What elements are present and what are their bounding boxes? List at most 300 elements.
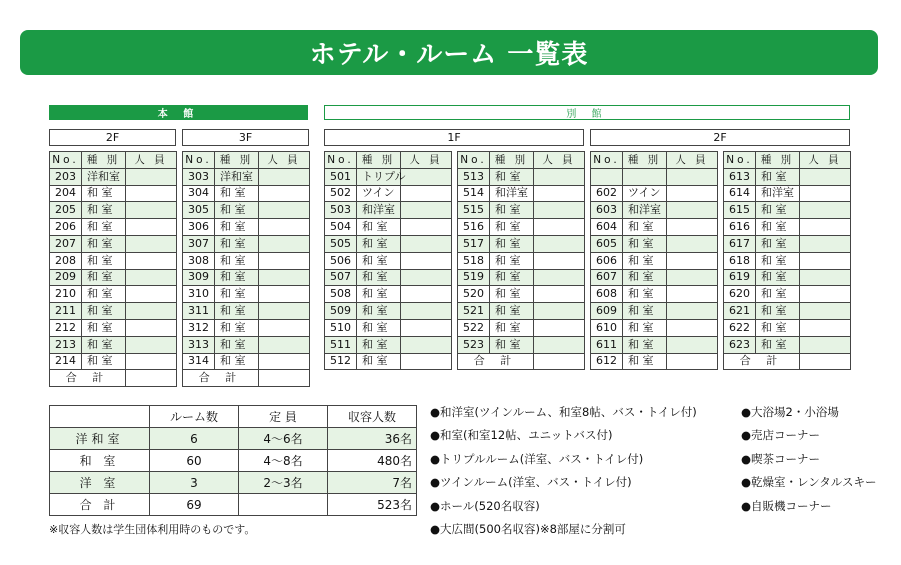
room-number: 312 [183,319,215,336]
room-number: 518 [458,252,490,269]
summary-type: 合 計 [50,494,150,516]
room-table-header-row [325,152,452,169]
col-header-kind: 種 別 [756,152,800,169]
room-type: 和 室 [756,219,800,236]
room-capacity [259,235,310,252]
room-type: 和 室 [490,202,534,219]
room-type: 和 室 [215,319,259,336]
summary-capacity [239,494,328,516]
room-type: 和 室 [215,303,259,320]
room-number: 619 [724,269,756,286]
room-type: 和 室 [623,286,667,303]
col-header-kind: 種 別 [490,152,534,169]
room-number: 506 [325,252,357,269]
legend-item: ●喫茶コーナー [741,451,821,466]
room-capacity [800,185,851,202]
room-type: 和 室 [82,286,126,303]
room-row [591,353,718,370]
room-capacity [800,269,851,286]
room-type: ツイン [623,185,667,202]
room-type: 和 室 [623,319,667,336]
room-capacity [534,303,585,320]
room-type: 和洋室 [623,202,667,219]
summary-header-blank [50,406,150,428]
room-number: 304 [183,185,215,202]
room-capacity [126,303,177,320]
room-number: 608 [591,286,623,303]
room-row [325,286,452,303]
room-type: 和 室 [357,353,401,370]
room-row [325,319,452,336]
room-row [591,252,718,269]
room-type: 和 室 [623,219,667,236]
room-number: 204 [50,185,82,202]
room-number: 508 [325,286,357,303]
room-row [724,336,851,353]
summary-room-count: 6 [150,428,239,450]
room-table-bekkan-1f-right [457,151,585,370]
room-number: 208 [50,252,82,269]
facility-legend-left [430,401,697,541]
room-capacity [534,336,585,353]
room-row [458,219,585,236]
room-capacity [800,336,851,353]
room-row [183,185,310,202]
room-capacity [401,286,452,303]
room-capacity [800,286,851,303]
room-row [724,202,851,219]
room-type: 和 室 [357,336,401,353]
room-row [183,286,310,303]
summary-row [50,450,417,472]
room-capacity [401,252,452,269]
room-capacity [259,269,310,286]
room-number: 621 [724,303,756,320]
room-row [458,319,585,336]
room-number: 311 [183,303,215,320]
room-capacity [401,219,452,236]
col-header-capacity: 人 員 [534,152,585,169]
room-capacity [534,286,585,303]
room-type: 和 室 [357,252,401,269]
room-number: 210 [50,286,82,303]
room-type: 和 室 [357,319,401,336]
room-table-total-row [183,370,310,387]
room-row [183,252,310,269]
room-row [325,252,452,269]
room-table-header-row [458,152,585,169]
room-number: 613 [724,168,756,185]
room-number: 602 [591,185,623,202]
room-number: 614 [724,185,756,202]
col-header-capacity: 人 員 [667,152,718,169]
room-type: 洋和室 [82,168,126,185]
room-type: 和 室 [215,269,259,286]
room-row [724,286,851,303]
room-capacity [259,319,310,336]
summary-capacity: 2〜3名 [239,472,328,494]
summary-header-total-people: 収容人数 [328,406,417,428]
room-capacity [401,336,452,353]
room-row [325,185,452,202]
room-capacity [667,286,718,303]
room-number: 207 [50,235,82,252]
summary-room-count: 3 [150,472,239,494]
room-row [724,168,851,185]
room-row [183,219,310,236]
room-row [325,269,452,286]
room-capacity [401,235,452,252]
room-type: 和 室 [82,353,126,370]
room-type: 和 室 [82,319,126,336]
room-capacity [800,235,851,252]
room-number: 521 [458,303,490,320]
room-number: 617 [724,235,756,252]
legend-item: ●乾燥室・レンタルスキー [741,475,877,490]
room-number: 513 [458,168,490,185]
room-number: 308 [183,252,215,269]
col-header-no: No. [724,152,756,169]
room-row [183,235,310,252]
room-row [50,336,177,353]
room-row [325,303,452,320]
room-number: 603 [591,202,623,219]
room-table-total-row [458,353,585,370]
room-capacity [401,168,452,185]
room-number: 310 [183,286,215,303]
room-type: 和 室 [82,202,126,219]
room-row [591,168,718,185]
room-type: 和 室 [357,269,401,286]
room-type [623,168,667,185]
room-capacity [401,269,452,286]
room-row [50,235,177,252]
total-value [126,370,177,387]
room-type: 和洋室 [357,202,401,219]
room-number: 203 [50,168,82,185]
room-number: 511 [325,336,357,353]
page-title: ホテル・ルーム 一覧表 [20,30,878,75]
total-value [800,353,851,370]
room-type: 和 室 [623,252,667,269]
room-number: 618 [724,252,756,269]
room-row [325,202,452,219]
room-type: 和 室 [490,269,534,286]
room-capacity [126,353,177,370]
room-number: 205 [50,202,82,219]
room-capacity [800,202,851,219]
room-row [724,319,851,336]
room-number: 607 [591,269,623,286]
room-type: 和 室 [756,286,800,303]
room-row [183,202,310,219]
room-table-bekkan-2f-right [723,151,851,370]
bekkan-floor-1f-header: 1F [324,129,584,146]
room-row [458,269,585,286]
legend-item: ●トリプルルーム(洋室、バス・トイレ付) [430,451,644,466]
col-header-kind: 種 別 [623,152,667,169]
room-capacity [534,168,585,185]
summary-row [50,428,417,450]
room-number: 305 [183,202,215,219]
room-type: 和 室 [357,286,401,303]
room-type: ツイン [357,185,401,202]
summary-capacity: 4〜6名 [239,428,328,450]
honkan-floor-2f-header: 2F [49,129,176,146]
room-type: 和 室 [490,252,534,269]
legend-item: ●ホール(520名収容) [430,498,540,513]
col-header-kind: 種 別 [82,152,126,169]
room-number: 309 [183,269,215,286]
room-row [325,235,452,252]
room-number: 520 [458,286,490,303]
room-row [458,336,585,353]
room-type: 和 室 [82,219,126,236]
room-row [591,219,718,236]
room-capacity [259,185,310,202]
room-type: 洋和室 [215,168,259,185]
room-type: 和洋室 [490,185,534,202]
col-header-capacity: 人 員 [800,152,851,169]
room-row [183,303,310,320]
room-row [50,286,177,303]
room-type: 和 室 [82,235,126,252]
room-row [458,202,585,219]
summary-type: 洋和室 [50,428,150,450]
room-number: 622 [724,319,756,336]
room-row [591,235,718,252]
total-label: 合 計 [183,370,259,387]
room-row [50,202,177,219]
room-capacity [126,286,177,303]
room-number: 502 [325,185,357,202]
room-type: 和 室 [756,235,800,252]
room-number: 509 [325,303,357,320]
total-value [259,370,310,387]
room-type: 和 室 [82,269,126,286]
room-table-honkan-2f [49,151,177,387]
room-capacity [667,336,718,353]
room-capacity [534,202,585,219]
room-number: 505 [325,235,357,252]
room-type: 和 室 [623,353,667,370]
room-capacity [259,303,310,320]
room-capacity [800,252,851,269]
summary-room-count: 69 [150,494,239,516]
total-value [534,353,585,370]
summary-row [50,472,417,494]
room-capacity [534,252,585,269]
honkan-floor-3f-header: 3F [182,129,309,146]
total-label: 合 計 [458,353,534,370]
room-table-total-row [50,370,177,387]
room-capacity [401,202,452,219]
room-number: 307 [183,235,215,252]
total-label: 合 計 [50,370,126,387]
room-capacity [800,303,851,320]
room-capacity [126,235,177,252]
room-type: 和 室 [490,235,534,252]
room-row [183,319,310,336]
room-capacity [667,168,718,185]
col-header-no: No. [50,152,82,169]
bekkan-floor-2f-header: 2F [590,129,850,146]
room-capacity [126,168,177,185]
room-row [50,353,177,370]
room-capacity [401,353,452,370]
col-header-kind: 種 別 [357,152,401,169]
room-number: 616 [724,219,756,236]
honkan-section-header: 本 館 [49,105,308,120]
room-number: 610 [591,319,623,336]
room-row [325,168,452,185]
room-capacity [259,219,310,236]
room-capacity [126,219,177,236]
room-number: 519 [458,269,490,286]
room-number: 212 [50,319,82,336]
room-number: 213 [50,336,82,353]
room-table-total-row [724,353,851,370]
room-row [724,235,851,252]
room-row [591,319,718,336]
summary-room-count: 60 [150,450,239,472]
room-capacity [401,185,452,202]
room-number: 604 [591,219,623,236]
room-type: 和 室 [756,336,800,353]
room-row [591,185,718,202]
room-row [591,303,718,320]
room-row [591,286,718,303]
room-type: 和 室 [490,286,534,303]
room-row [50,168,177,185]
room-capacity [534,235,585,252]
room-table-bekkan-1f-left [324,151,452,370]
room-capacity [800,168,851,185]
room-table-honkan-3f [182,151,310,387]
room-number: 612 [591,353,623,370]
room-number: 606 [591,252,623,269]
room-number: 516 [458,219,490,236]
room-table-header-row [183,152,310,169]
summary-type: 洋 室 [50,472,150,494]
room-row [591,269,718,286]
room-row [591,202,718,219]
room-capacity [126,319,177,336]
room-row [458,286,585,303]
total-label: 合 計 [724,353,800,370]
room-type: 和 室 [215,252,259,269]
room-capacity [259,202,310,219]
room-capacity [259,353,310,370]
summary-capacity: 4〜8名 [239,450,328,472]
room-number: 615 [724,202,756,219]
col-header-kind: 種 別 [215,152,259,169]
room-number: 503 [325,202,357,219]
room-capacity [667,303,718,320]
room-row [50,252,177,269]
room-type: トリプル [357,168,401,185]
room-row [458,185,585,202]
room-type: 和 室 [756,202,800,219]
room-capacity [667,319,718,336]
room-type: 和 室 [490,219,534,236]
room-number: 517 [458,235,490,252]
room-row [591,336,718,353]
legend-item: ●和洋室(ツインルーム、和室8帖、バス・トイレ付) [430,405,697,419]
room-number: 605 [591,235,623,252]
room-capacity [126,202,177,219]
facility-legend-right [741,401,876,518]
room-type: 和 室 [490,336,534,353]
room-type: 和 室 [623,303,667,320]
room-capacity [401,303,452,320]
room-capacity [259,286,310,303]
room-capacity [401,319,452,336]
room-type: 和 室 [623,269,667,286]
col-header-no: No. [183,152,215,169]
room-row [724,185,851,202]
col-header-capacity: 人 員 [401,152,452,169]
room-capacity [667,202,718,219]
bekkan-section-header: 別 館 [324,105,850,120]
room-row [50,269,177,286]
room-type: 和 室 [756,269,800,286]
col-header-no: No. [325,152,357,169]
summary-total-row [50,494,417,516]
room-row [325,219,452,236]
room-type: 和 室 [82,336,126,353]
room-type: 和 室 [623,336,667,353]
legend-item: ●ツインルーム(洋室、バス・トイレ付) [430,475,632,490]
summary-header-capacity: 定 員 [239,406,328,428]
room-row [724,252,851,269]
room-number: 512 [325,353,357,370]
room-type: 和 室 [215,219,259,236]
room-table-bekkan-2f-left [590,151,718,370]
room-capacity [667,252,718,269]
room-row [458,168,585,185]
room-table-header-row [724,152,851,169]
room-row [724,269,851,286]
room-row [458,235,585,252]
room-row [183,269,310,286]
room-type: 和 室 [756,252,800,269]
col-header-no: No. [591,152,623,169]
room-type: 和 室 [756,303,800,320]
room-capacity [667,235,718,252]
room-number: 206 [50,219,82,236]
room-row [458,252,585,269]
room-type: 和 室 [756,168,800,185]
summary-people: 7名 [328,472,417,494]
room-capacity [667,269,718,286]
room-type: 和 室 [215,336,259,353]
legend-item: ●大浴場2・小浴場 [741,405,839,419]
room-capacity [259,336,310,353]
room-capacity [259,168,310,185]
room-capacity [667,219,718,236]
summary-people: 523名 [328,494,417,516]
room-table-header-row [591,152,718,169]
room-row [325,336,452,353]
room-number: 214 [50,353,82,370]
room-number: 303 [183,168,215,185]
room-number: 515 [458,202,490,219]
summary-people: 480名 [328,450,417,472]
room-row [50,185,177,202]
room-type: 和 室 [357,235,401,252]
room-number: 314 [183,353,215,370]
